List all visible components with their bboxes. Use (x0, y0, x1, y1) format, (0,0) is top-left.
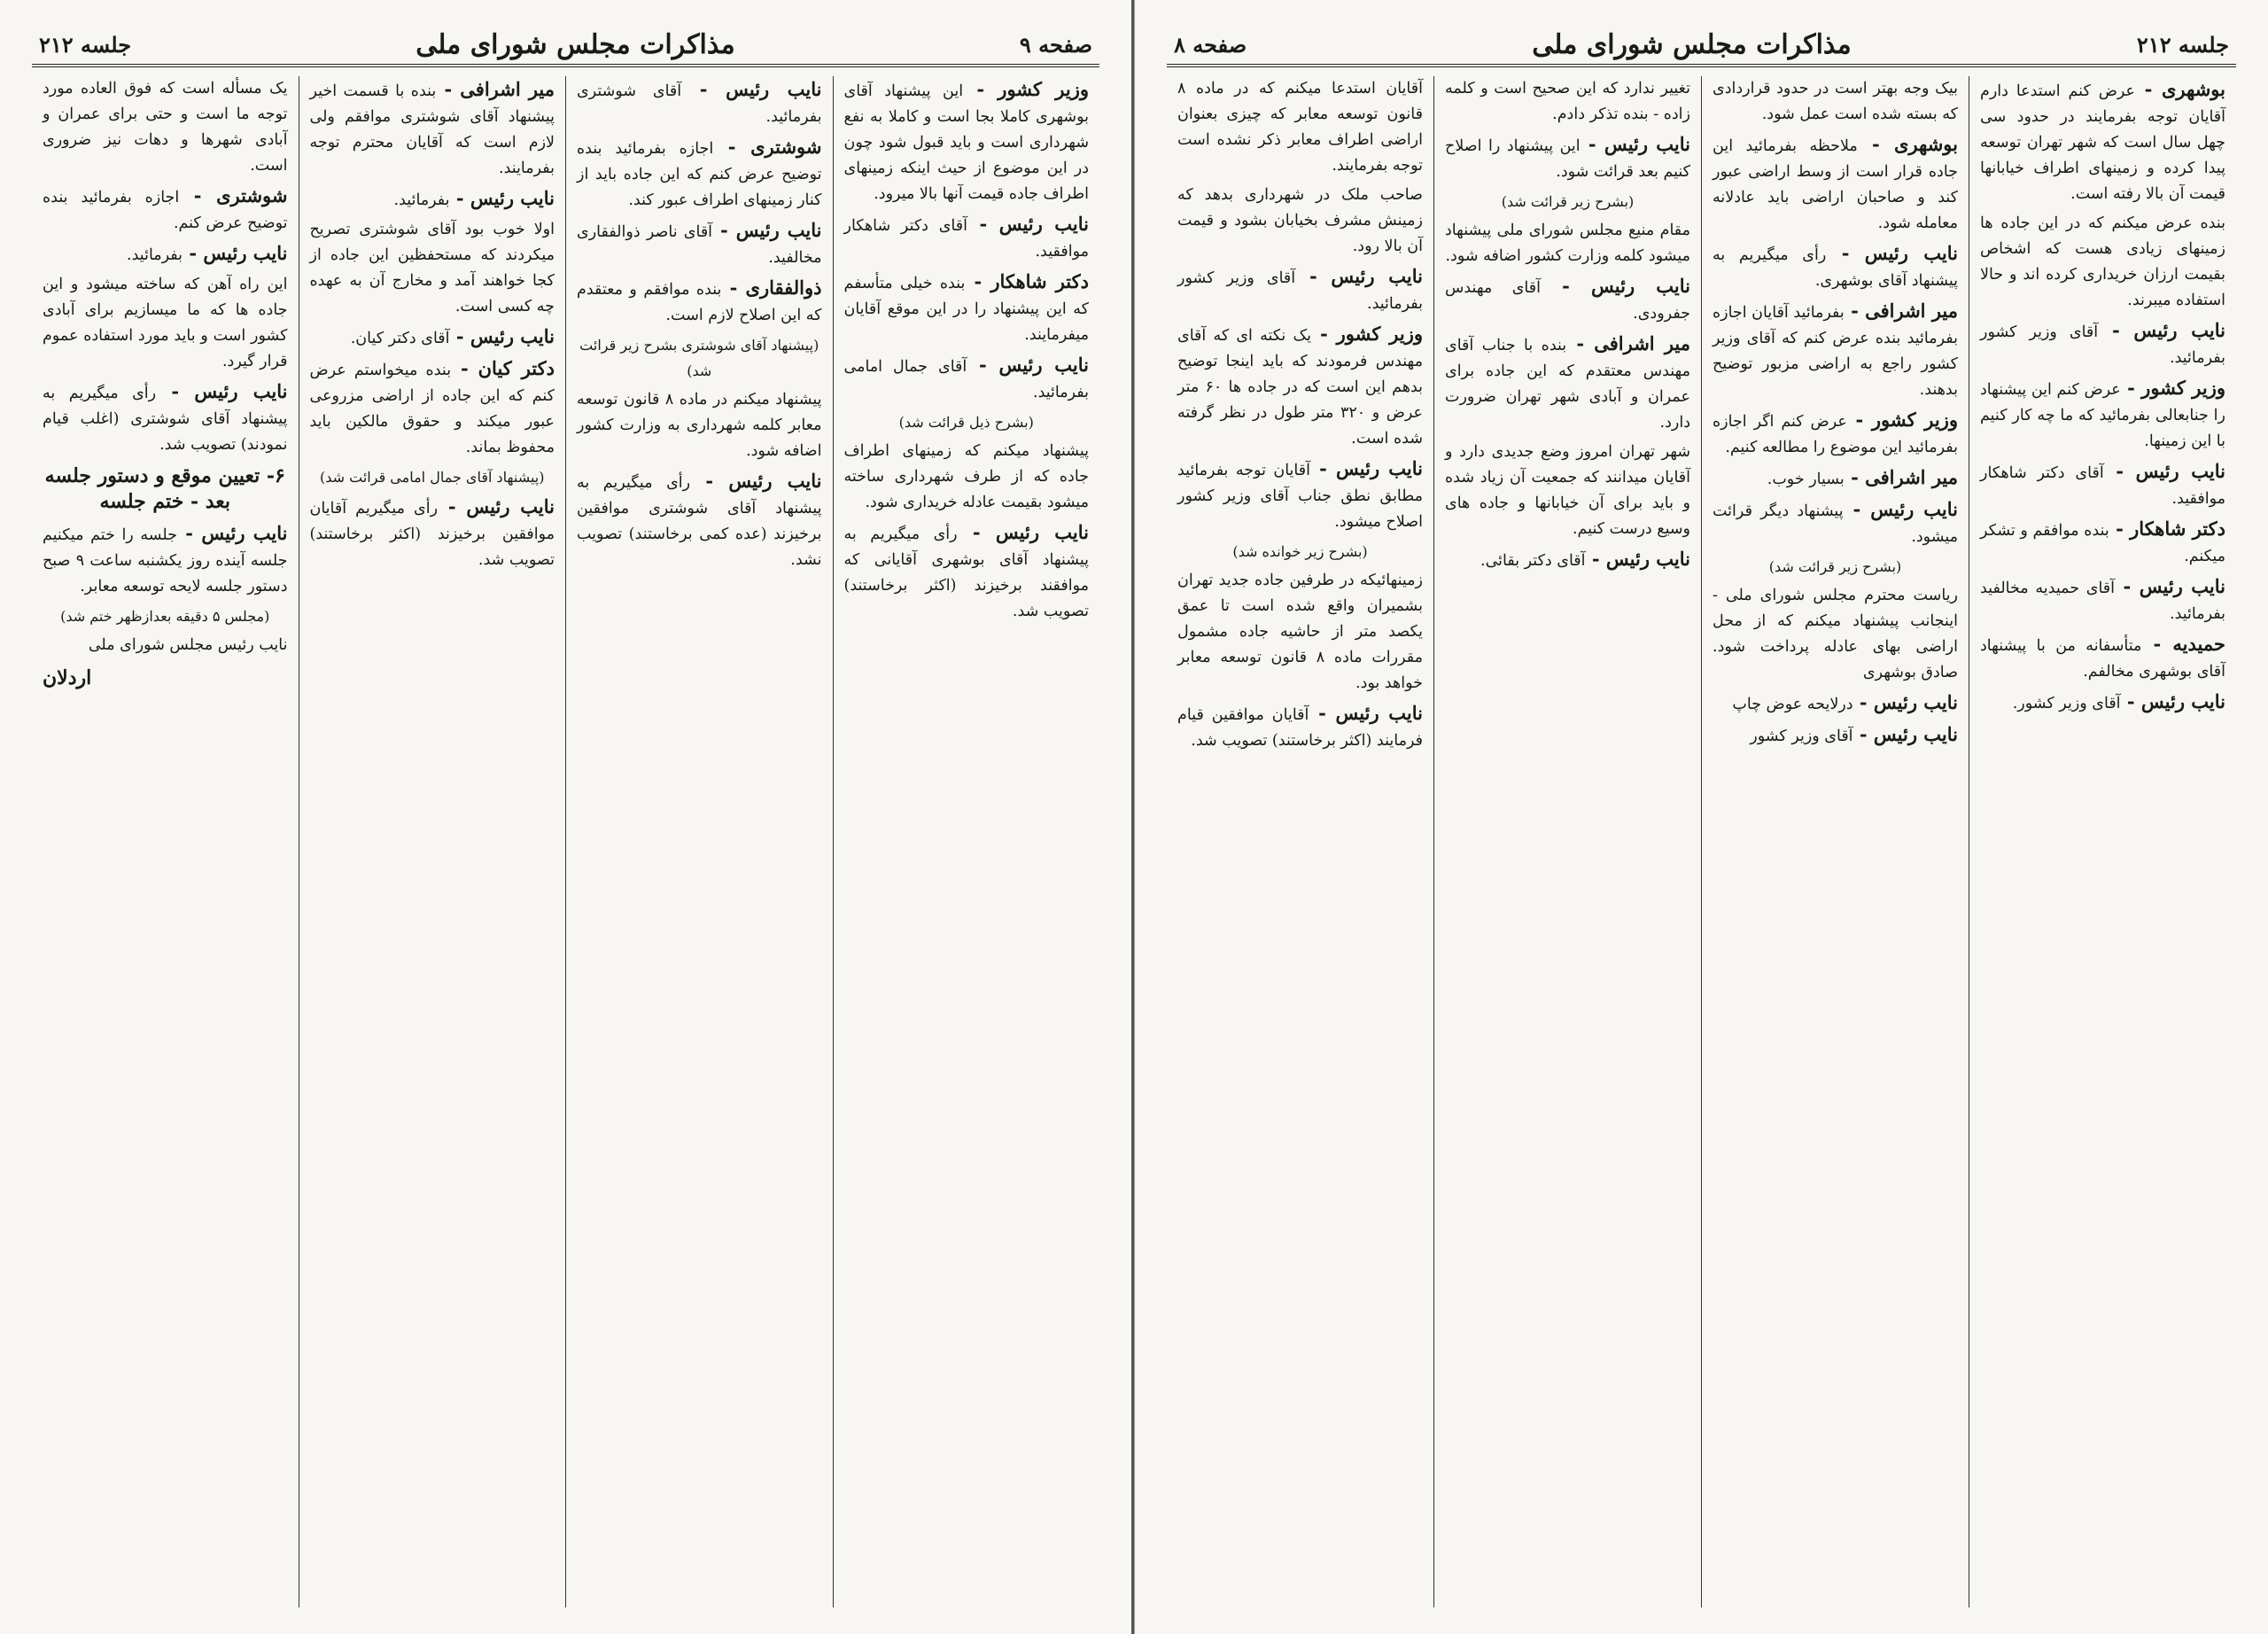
speaker-name: نایب رئیس - (957, 521, 1090, 543)
page-title: مذاکرات مجلس شورای ملی (416, 28, 735, 60)
transcript-paragraph (43, 76, 288, 179)
speech-text: رأی میگیریم آقایان موافقین برخیزند (اکثر برخاستند) تصویب شد. (309, 500, 555, 569)
speaker-name: وزیر کشور - (2120, 377, 2225, 399)
speaker-name: حمیدیه - (2141, 633, 2225, 655)
signature: اردلان (43, 666, 92, 689)
speaker-name: میر اشرافی - (436, 78, 555, 100)
speaker-name: نایب رئیس - (1540, 275, 1690, 297)
transcript-paragraph (1177, 568, 1423, 696)
transcript-paragraph (43, 520, 288, 600)
text-column (1433, 76, 1701, 1607)
speech-text: رأی میگیریم به پیشنهاد آقای بوشهری. (1713, 246, 1958, 290)
transcript-note: (بشرح زیر قرائت شد) (1768, 558, 1902, 575)
speech-text: آقای وزیر کشور. (2012, 695, 2121, 712)
transcript-paragraph (1177, 183, 1423, 260)
speaker-name: نایب رئیس - (176, 522, 288, 544)
speech-text: بسیار خوب. (1767, 471, 1845, 488)
transcript-paragraph (844, 76, 1090, 207)
transcript-paragraph (1177, 700, 1423, 754)
transcript-paragraph (844, 439, 1090, 516)
speaker-name: نایب رئیس - (449, 187, 555, 209)
speaker-name: نایب رئیس - (690, 470, 822, 492)
speech-text: آقای دکتر شاهکار موافقید. (843, 217, 1089, 261)
transcript-paragraph (577, 275, 822, 329)
speech-text: بیک وجه بهتر است در حدود قراردادی که بسته شده است عمل شود. (1713, 80, 1958, 123)
transcript-paragraph (1980, 631, 2225, 685)
transcript-paragraph (310, 323, 555, 352)
speech-text: بنده میخواستم عرض کنم که این جاده از اراضی مزروعی عبور میکند و حقوق مالکین باید محفوظ بماند. (309, 362, 555, 456)
transcript-paragraph (577, 468, 822, 573)
speech-text: متأسفانه من با پیشنهاد آقای بوشهری مخالفم. (1980, 637, 2225, 681)
speech-text: آقای وزیر کشور (1750, 728, 1853, 745)
transcript-paragraph (1713, 76, 1958, 128)
speech-text: رأی میگیریم به پیشنهاد آقای بوشهری آقایانی که موافقند برخیزند (اکثر برخاستند) تصویب شد. (843, 525, 1089, 620)
speech-text: آقایان توجه بفرمائید مطابق نطق جناب آقای وزیر کشور اصلاح میشود. (1177, 462, 1423, 531)
text-column (32, 76, 299, 1607)
speech-text: بنده موافقم و تشکر میکنم. (1980, 522, 2225, 565)
speech-text: اجازه بفرمائید بنده توضیح عرض کنم که این جاده باید از کنار زمینهای اطراف عبور کند. (577, 140, 822, 209)
speech-text: آقای مهندس جفرودی. (1445, 279, 1690, 323)
speech-text: بنده عرض میکنم که در این جاده ها زمینهای زیادی هست که اشخاص بقیمت ارزان خریداری کرده اند و حالا استفاده میبرند. (1980, 214, 2225, 309)
speech-text: بنده با قسمت اخیر پیشنهاد آقای شوشتری موافقم ولی لازم است که آقایان محترم توجه بفرمایند. (309, 82, 555, 177)
transcript-paragraph (1713, 689, 1958, 718)
speaker-name: نایب رئیس - (1852, 723, 1958, 745)
text-column (565, 76, 833, 1607)
speaker-name: نایب رئیس - (2120, 690, 2225, 712)
speech-text: تغییر ندارد که این صحیح است و کلمه زاده - بنده تذکر دادم. (1445, 80, 1690, 123)
transcript-paragraph (1177, 76, 1423, 179)
speaker-name: وزیر کشور - (963, 78, 1090, 100)
transcript-paragraph (844, 211, 1090, 265)
transcript-paragraph (310, 185, 555, 214)
speech-text: آقایان استدعا میکنم که در ماده ۸ قانون توسعه معابر که چیزی بعنوان اراضی اطراف معابر ذکر نشده است توجه بفرمایند. (1177, 80, 1423, 175)
text-columns (32, 76, 1099, 1607)
speaker-name: نایب رئیس - (712, 219, 822, 241)
speaker-name: نایب رئیس - (1295, 265, 1424, 287)
speech-text: عرض کنم اگر اجازه بفرمائید این موضوع را مطالعه کنیم. (1713, 413, 1958, 456)
speaker-name: نایب رئیس - (183, 242, 288, 264)
transcript-paragraph (310, 76, 555, 182)
transcript-paragraph (1713, 464, 1958, 493)
transcript-paragraph (1713, 240, 1958, 294)
speech-text: بفرمائید. (127, 246, 183, 264)
speaker-name: میر اشرافی - (1844, 466, 1958, 488)
text-column (1167, 76, 1433, 1607)
transcript-paragraph (1980, 317, 2225, 371)
transcript-note: (بشرح زیر خوانده شد) (1232, 543, 1368, 560)
transcript-paragraph (1713, 407, 1958, 461)
transcript-paragraph (1177, 263, 1423, 317)
right-page (1134, 0, 2268, 1634)
text-columns (1167, 76, 2236, 1607)
transcript-paragraph (43, 240, 288, 268)
speech-text: رأی میگیریم به پیشنهاد آقای شوشتری موافقین برخیزند (عده کمی برخاستند) تصویب نشد. (577, 474, 822, 569)
speech-text: ریاست محترم مجلس شورای ملی - اینجانب پیشنهاد میکنم که از محل اراضی بهای عادله پرداخت شود. صادق بوشهری (1713, 587, 1958, 681)
transcript-paragraph (43, 378, 288, 458)
transcript-paragraph (1445, 131, 1690, 185)
speech-text: پیشنهاد میکنم که زمینهای اطراف جاده که از طرف شهرداری ساخته میشود بقیمت عادله خریداری شود. (843, 442, 1089, 511)
transcript-note: (مجلس ۵ دقیقه بعدازظهر ختم شد) (60, 608, 270, 625)
speaker-name: نایب رئیس - (967, 213, 1089, 235)
speaker-name: نایب رئیس - (1580, 133, 1690, 155)
text-column (299, 76, 566, 1607)
speech-text: ملاحظه بفرمائید این جاده قرار است از وسط اراضی عبور کند و صاحبان اراضی باید عادلانه معامله شود. (1713, 137, 1958, 232)
transcript-paragraph (1980, 76, 2225, 207)
transcript-paragraph (1445, 273, 1690, 327)
speaker-name: دکتر کیان - (451, 357, 555, 379)
speech-text: جلسه را ختم میکنیم جلسه آینده روز یکشنبه ساعت ۹ صبح دستور جلسه لایحه توسعه معابر. (43, 526, 288, 595)
transcript-paragraph (1980, 516, 2225, 570)
transcript-paragraph (1980, 689, 2225, 717)
speaker-name: شوشتری - (713, 136, 822, 158)
transcript-paragraph (1713, 721, 1958, 750)
transcript-paragraph (310, 355, 555, 461)
transcript-paragraph (844, 352, 1090, 406)
speech-text: این راه آهن که ساخته میشود و این جاده ها که ما میسازیم برای آبادی کشور است و باید مورد استفاده عموم قرار گیرد. (43, 276, 288, 370)
page-number: صفحه ۸ (1174, 31, 1247, 58)
speech-text: آقای دکتر بقائی. (1480, 552, 1586, 570)
speaker-name: ذوالفقاری - (721, 276, 822, 299)
transcript-paragraph (577, 76, 822, 130)
transcript-paragraph (577, 387, 822, 464)
speech-text: نایب رئیس مجلس شورای ملی (88, 636, 288, 654)
speaker-name: نایب رئیس - (2115, 575, 2225, 597)
transcript-paragraph (1980, 375, 2225, 455)
transcript-paragraph (577, 217, 822, 271)
transcript-paragraph (1713, 298, 1958, 403)
speech-text: آقای حمیدیه مخالفید بفرمائید. (1980, 580, 2225, 623)
page-header (1167, 25, 2236, 67)
page-title: مذاکرات مجلس شورای ملی (1532, 28, 1852, 60)
speaker-name: نایب رئیس - (1826, 242, 1958, 264)
speaker-name: میر اشرافی - (1844, 300, 1958, 322)
transcript-paragraph (577, 134, 822, 214)
speaker-name: نایب رئیس - (1585, 548, 1690, 570)
transcript-paragraph (1445, 546, 1690, 574)
speaker-name: نایب رئیس - (1309, 457, 1423, 479)
transcript-paragraph (1445, 331, 1690, 436)
speech-text: اجازه بفرمائید بنده توضیح عرض کنم. (43, 189, 288, 232)
section-heading: ۶- تعیین موقع و دستور جلسه بعد - ختم جلسه (44, 464, 285, 513)
transcript-note: (بشرح ذیل قرائت شد) (898, 414, 1034, 431)
text-column (1969, 76, 2236, 1607)
text-column (833, 76, 1100, 1607)
speech-text: رأی میگیریم به پیشنهاد آقای شوشتری (اغلب قیام نمودند) تصویب شد. (43, 385, 288, 454)
speech-text: پیشنهاد دیگر قرائت میشود. (1713, 502, 1958, 546)
speech-text: زمینهائیکه در طرفین جاده جدید تهران بشمیران واقع شده است تا عمق یکصد متر از حاشیه جاده مشمول مقررات ماده ۸ قانون توسعه معابر خواهد بود. (1177, 572, 1423, 692)
speech-text: مقام منیع مجلس شورای ملی پیشنهاد میشود کلمه وزارت کشور اضافه شود. (1445, 222, 1690, 265)
speech-text: آقایان موافقین قیام فرمایند (اکثر برخاستند) تصویب شد. (1177, 706, 1423, 750)
session-label: جلسه ۲۱۲ (2136, 31, 2229, 58)
transcript-paragraph (1445, 440, 1690, 542)
transcript-paragraph (1980, 211, 2225, 314)
speech-text: یک نکته ای که آقای مهندس فرمودند که باید اینجا توضیح بدهم این است که در جاده ها ۶۰ متر عرض و ۳۲۰ متر طول در نظر گرفته شده است. (1177, 327, 1424, 447)
speaker-name: وزیر کشور - (1311, 323, 1423, 345)
speaker-name: نایب رئیس - (2098, 319, 2226, 341)
speaker-name: نایب رئیس - (681, 78, 822, 100)
transcript-note: (پیشنهاد آقای شوشتری بشرح زیر قرائت شد) (579, 337, 819, 379)
speech-text: آقای وزیر کشور بفرمائید. (1980, 323, 2225, 367)
speech-text: بنده با جناب آقای مهندس معتقدم که این جاده برای عمران و آبادی شهر تهران ضرورت دارد. (1445, 337, 1690, 432)
speaker-name: بوشهری - (1857, 133, 1958, 155)
speech-text: عرض کنم این پیشنهاد را جنابعالی بفرمائید که ما چه کار کنیم با این زمینها. (1980, 381, 2225, 450)
speech-text: پیشنهاد میکنم در ماده ۸ قانون توسعه معابر کلمه شهرداری به وزارت کشور اضافه شود. (577, 391, 822, 460)
speaker-name: میر اشرافی - (1566, 332, 1690, 354)
transcript-paragraph (43, 272, 288, 375)
speech-text: آقای ناصر ذوالفقاری مخالفید. (577, 223, 822, 267)
transcript-paragraph (1980, 573, 2225, 627)
transcript-note: (پیشنهاد آقای جمال امامی قرائت شد) (320, 469, 545, 486)
transcript-note: (بشرح زیر قرائت شد) (1501, 193, 1635, 210)
speech-text: این پیشنهاد آقای بوشهری کاملا بجا است و کاملا به نفع شهرداری است و باید قبول شود چون در این موضوع از حیث اینکه زمینهای اطراف جاده قیمت آنها بالا میرود. (843, 82, 1089, 203)
speech-text: بنده موافقم و معتقدم که این اصلاح لازم است. (577, 281, 822, 324)
speech-text: صاحب ملک در شهرداری بدهد که زمینش مشرف بخیابان بشود و قیمت آن بالا رود. (1177, 186, 1423, 255)
speaker-name: نایب رئیس - (156, 380, 288, 402)
speech-text: آقای وزیر کشور بفرمائید. (1177, 269, 1423, 313)
speech-text: این پیشنهاد را اصلاح کنیم بعد قرائت شود. (1445, 137, 1690, 181)
speech-text: بفرمائید آقایان اجازه بفرمائید بنده عرض کنم که آقای وزیر کشور راجع به اراضی مزبور توضیح بدهند. (1712, 304, 1958, 399)
page-number: صفحه ۹ (1019, 31, 1092, 58)
transcript-paragraph (43, 183, 288, 237)
speech-text: آقای جمال امامی بفرمائید. (843, 358, 1089, 401)
session-label: جلسه ۲۱۲ (39, 31, 132, 58)
transcript-paragraph (310, 494, 555, 573)
speaker-name: شوشتری - (179, 184, 288, 206)
speaker-name: نایب رئیس - (967, 354, 1089, 376)
speaker-name: نایب رئیس - (1843, 498, 1958, 520)
speech-text: آقای دکتر کیان. (350, 330, 450, 347)
page-header (32, 25, 1099, 67)
transcript-paragraph (1713, 496, 1958, 550)
speech-text: شهر تهران امروز وضع جدیدی دارد و آقایان میدانند که جمعیت آن زیاد شده و باید برای آن خیابانها و جاده های وسیع درست کنیم. (1445, 443, 1690, 538)
transcript-paragraph (1713, 131, 1958, 237)
speaker-name: نایب رئیس - (1309, 702, 1423, 724)
speech-text: آقای شوشتری بفرمائید. (577, 82, 822, 126)
transcript-paragraph (1445, 218, 1690, 269)
transcript-paragraph (1177, 321, 1423, 452)
speech-text: عرض کنم استدعا دارم آقایان توجه بفرمایند در حدود سی چهل سال است که شهر تهران توسعه پیدا کرده و زمینهای اطراف خیابانها قیمت آن بالا رفته است. (1980, 82, 2225, 203)
speaker-name: نایب رئیس - (1852, 691, 1958, 713)
transcript-paragraph (43, 633, 288, 658)
text-column (1701, 76, 1969, 1607)
speaker-name: نایب رئیس - (438, 495, 555, 517)
transcript-paragraph (1713, 583, 1958, 686)
speech-text: آقای دکتر شاهکار موافقید. (1980, 464, 2225, 508)
speaker-name: دکتر شاهکار - (2109, 517, 2225, 540)
transcript-paragraph (1980, 458, 2225, 512)
speaker-name: نایب رئیس - (449, 325, 555, 347)
transcript-paragraph (844, 519, 1090, 625)
transcript-paragraph (310, 217, 555, 320)
speaker-name: وزیر کشور - (1846, 408, 1958, 431)
transcript-paragraph (844, 268, 1090, 348)
speaker-name: بوشهری - (2134, 78, 2225, 100)
transcript-paragraph (1445, 76, 1690, 128)
speaker-name: دکتر شاهکار - (965, 270, 1089, 292)
speech-text: اولا خوب بود آقای شوشتری تصریح میکردند که مستحفظین این جاده از کجا خواهند آمد و مخارج آن به عهده چه کسی است. (309, 221, 555, 315)
speech-text: بفرمائید. (393, 191, 450, 209)
speaker-name: نایب رئیس - (2103, 460, 2225, 482)
speech-text: بنده خیلی متأسفم که این پیشنهاد را در این موقع آقایان میفرمایند. (843, 275, 1089, 344)
speech-text: یک مسأله است که فوق العاده مورد توجه ما است و حتی برای عمران و آبادی شهرها و دهات نیز ضروری است. (43, 80, 288, 175)
speech-text: درلایحه عوض چاپ (1732, 696, 1853, 713)
transcript-paragraph (1177, 455, 1423, 535)
